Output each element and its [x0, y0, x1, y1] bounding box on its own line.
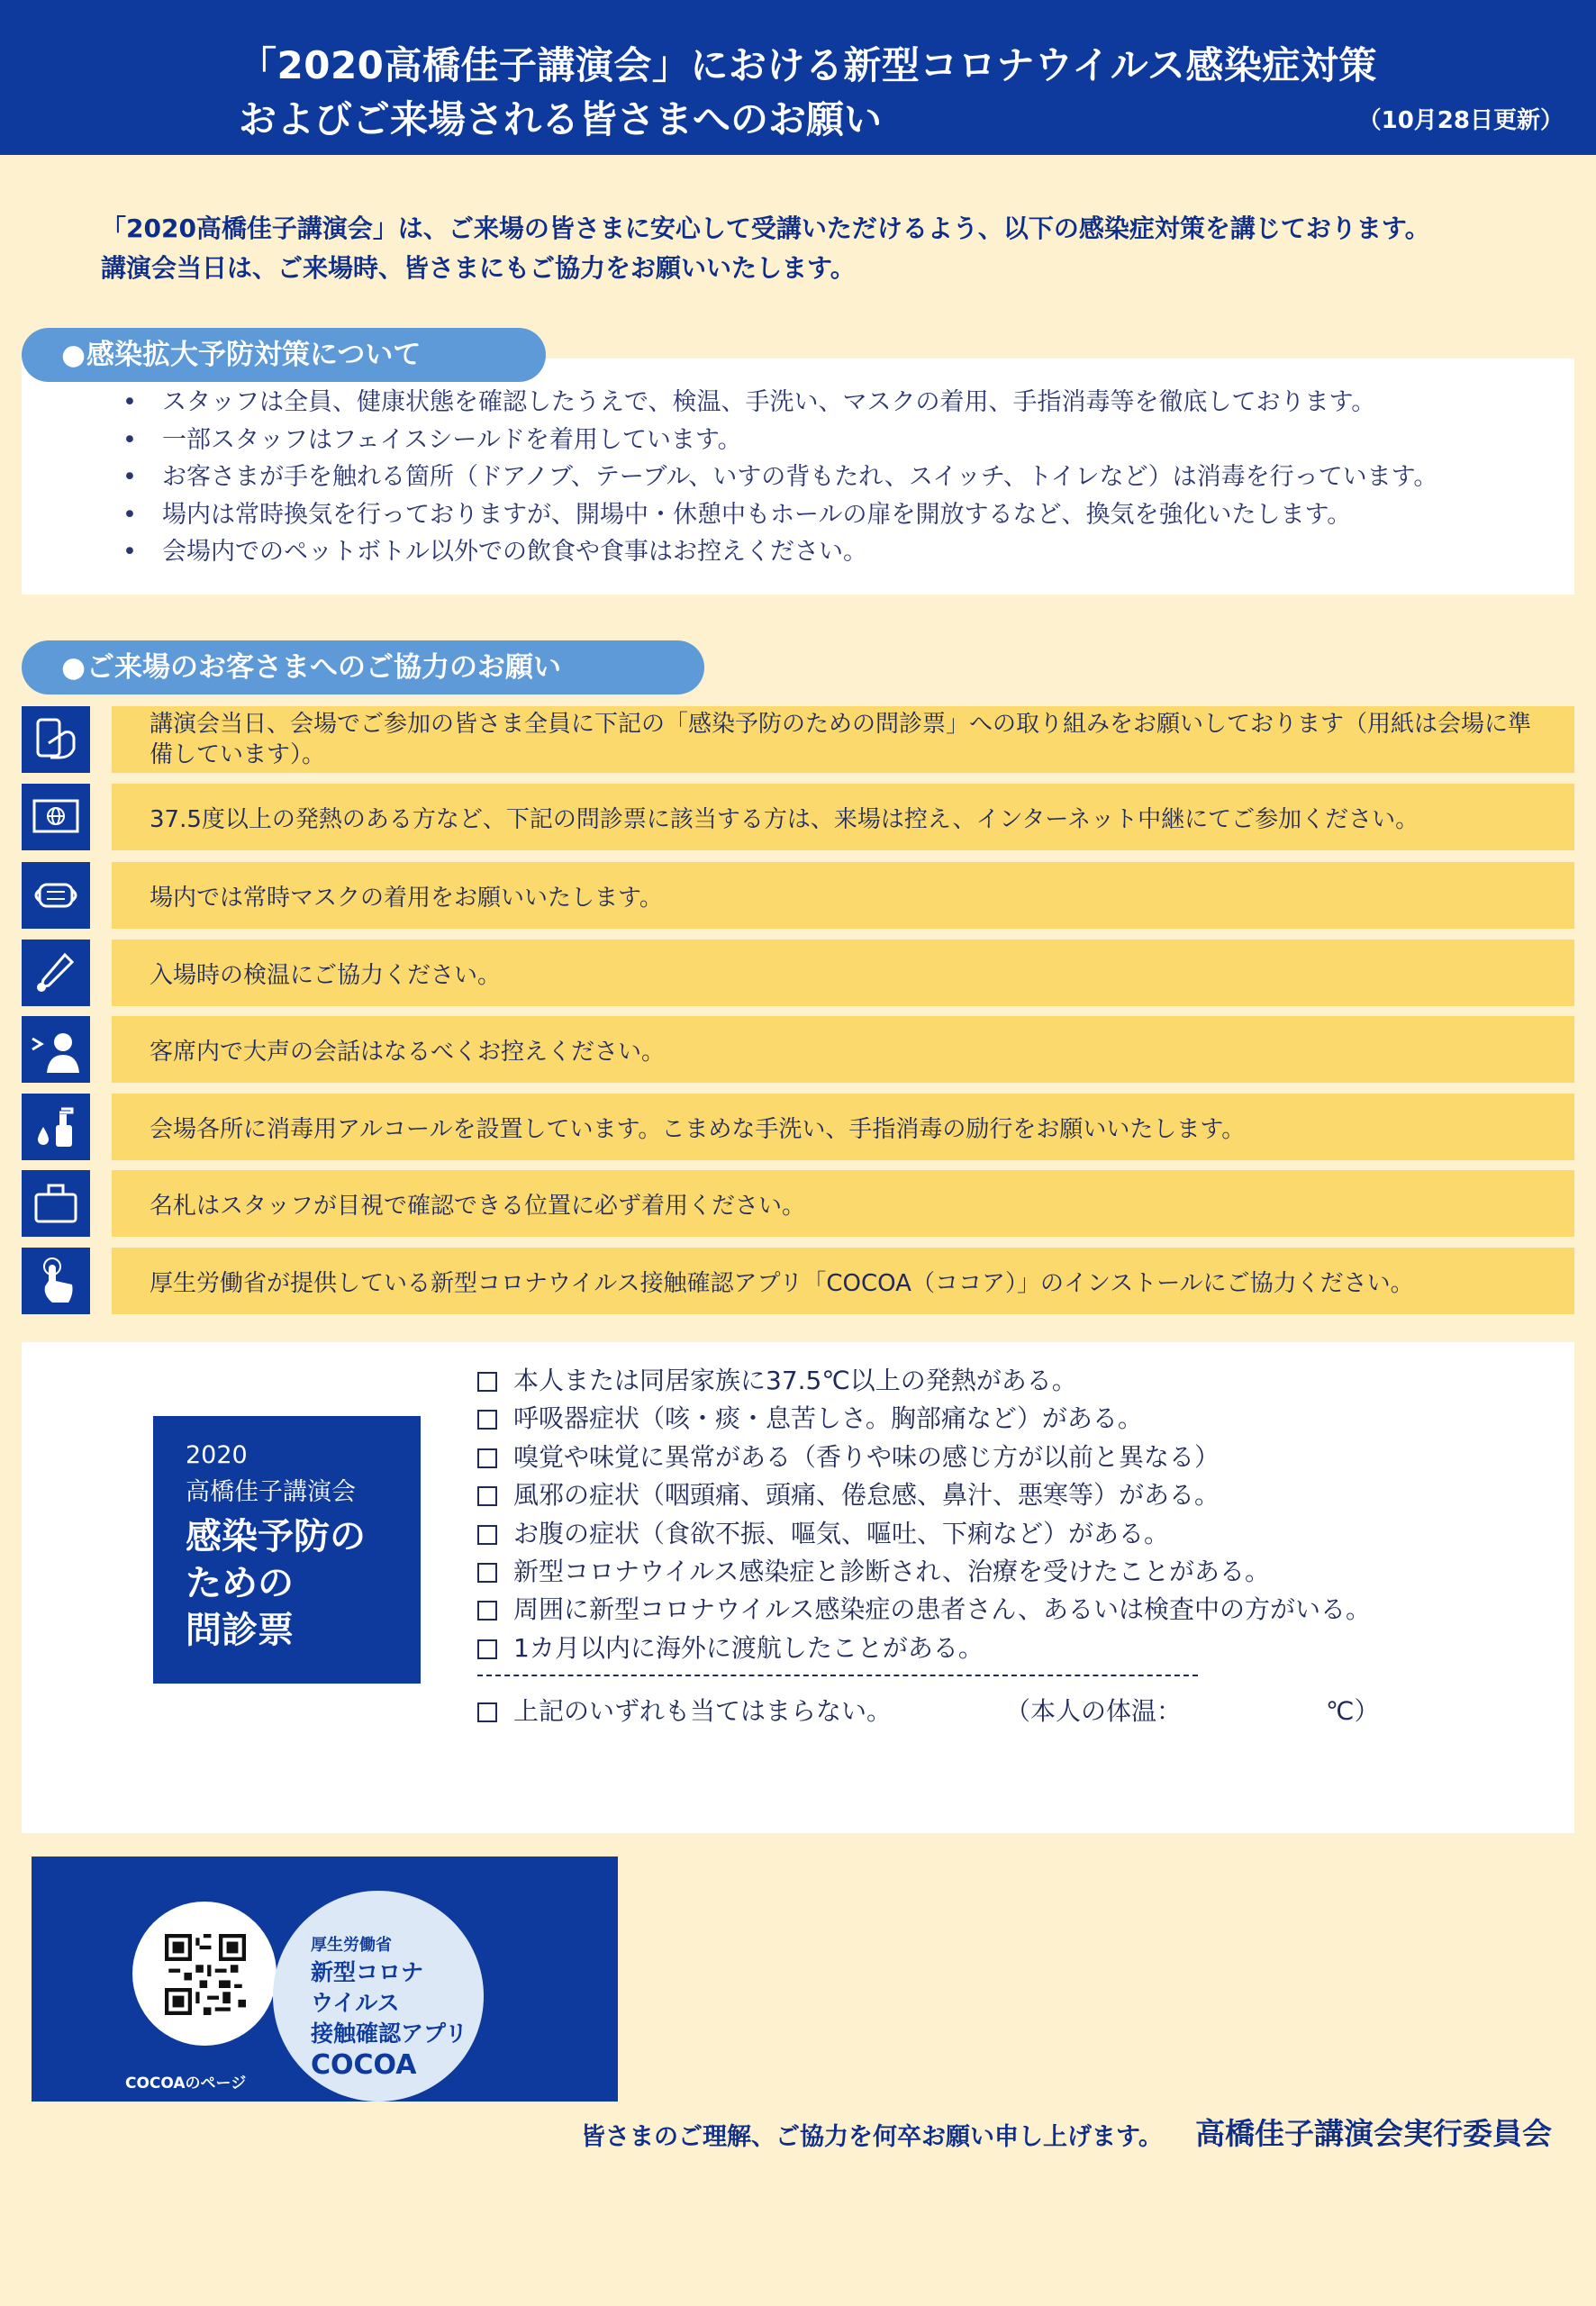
footer-message: 皆さまのご理解、ご協力を何卒お願い申し上げます。	[581, 2123, 1163, 2151]
checklist-label: 本人または同居家族に37.5℃以上の発熱がある。	[513, 1366, 1077, 1395]
list-item	[22, 422, 1574, 459]
checkbox[interactable]	[477, 1448, 497, 1468]
temperature-unit: ℃）	[1326, 1696, 1380, 1727]
bullet: •	[122, 538, 137, 566]
requests-heading-label: ご来場のお客さまへのご協力のお願い	[86, 651, 561, 684]
updated-date: （10月28日更新）	[1357, 107, 1564, 134]
checklist-label: 風邪の症状（咽頭痛、頭痛、倦怠感、鼻汁、悪寒等）がある。	[513, 1480, 1220, 1511]
requests-heading	[22, 640, 704, 695]
request-text: 37.5度以上の発熱のある方など、下記の問診票に該当する方は、来場は控え、インターネット中継にてご参加ください。	[112, 784, 1574, 850]
checklist-label: 1カ月以内に海外に渡航したことがある。	[513, 1632, 984, 1663]
checklist-label: 呼吸器症状（咳・痰・息苦しさ。胸部痛など）がある。	[513, 1403, 1143, 1434]
sanitizer-icon	[22, 1094, 90, 1160]
measures-heading	[22, 328, 546, 382]
request-text: 厚生労働省が提供している新型コロナウイルス接触確認アプリ「COCOA（ココア）」のインストールにご協力ください。	[112, 1248, 1574, 1314]
checklist-label: 周囲に新型コロナウイルス感染症の患者さん、あるいは検査中の方がいる。	[513, 1594, 1372, 1625]
checkbox[interactable]	[477, 1410, 497, 1430]
checklist-label: 嗅覚や味覚に異常がある（香りや味の感じ方が以前と異なる）	[513, 1441, 1220, 1472]
checkbox[interactable]	[477, 1601, 497, 1621]
app-line3: 接触確認アプリ	[311, 2020, 468, 2047]
list-item	[22, 384, 1574, 422]
measure-text: 一部スタッフはフェイスシールドを着用しています。	[162, 425, 742, 454]
speaking-person-icon	[22, 1016, 90, 1083]
qr-caption: COCOAのページ	[125, 2074, 247, 2093]
qr-code-icon[interactable]	[165, 1934, 246, 2015]
footer-organizer: 高橋佳子講演会実行委員会	[1195, 2116, 1552, 2151]
cocoa-circle	[273, 1891, 484, 2102]
questionnaire-year: 2020	[186, 1441, 248, 1469]
questionnaire-title-line2: ための	[186, 1563, 294, 1604]
temperature-label: （本人の体温：	[1005, 1696, 1183, 1727]
request-text: 会場各所に消毒用アルコールを設置しています。こまめな手洗い、手指消毒の励行をお願いいたします。	[112, 1094, 1574, 1160]
checklist-label: 上記のいずれも当てはまらない。	[513, 1696, 893, 1727]
intro-line2: 講演会当日は、ご来場時、皆さまにもご協力をお願いいたします。	[101, 253, 856, 283]
request-text: 入場時の検温にご協力ください。	[112, 940, 1574, 1006]
checklist-item[interactable]	[477, 1515, 1371, 1553]
request-text: 客席内で大声の会話はなるべくお控えください。	[112, 1016, 1574, 1083]
checklist-label: お腹の症状（食欲不振、嘔気、嘔吐、下痢など）がある。	[513, 1518, 1170, 1548]
page-title-line2: およびご来場される皆さまへのお願い	[239, 97, 883, 141]
request-item	[22, 1094, 1574, 1160]
checklist-item[interactable]	[477, 1476, 1371, 1514]
checklist-item-none[interactable]	[477, 1693, 1380, 1730]
tap-finger-icon	[22, 1248, 90, 1314]
questionnaire-event: 高橋佳子講演会	[186, 1478, 356, 1506]
request-item	[22, 1248, 1574, 1314]
checkbox[interactable]	[477, 1563, 497, 1583]
mask-icon	[22, 862, 90, 929]
request-item	[22, 1170, 1574, 1237]
measure-text: お客さまが手を触れる箇所（ドアノブ、テーブル、いすの背もたれ、スイッチ、トイレなど）は消毒を行っています。	[162, 463, 1438, 491]
questionnaire-title-line3: 問診票	[186, 1610, 294, 1651]
checkbox[interactable]	[477, 1702, 497, 1722]
checkbox[interactable]	[477, 1525, 497, 1545]
checklist-item[interactable]	[477, 1439, 1371, 1476]
questionnaire-hand-icon	[22, 706, 90, 773]
bullet-dot-icon: ●	[61, 339, 86, 371]
name-badge-icon	[22, 1170, 90, 1237]
questionnaire-title	[186, 1513, 366, 1654]
symptom-checklist	[477, 1362, 1380, 1731]
measures-list	[22, 359, 1574, 571]
measures-panel	[22, 359, 1574, 595]
request-text: 講演会当日、会場でご参加の皆さま全員に下記の「感染予防のための問診票」への取り組みをお願いしております（用紙は会場に準備しています）。	[112, 706, 1574, 773]
checklist-label: 新型コロナウイルス感染症と診断され、治療を受けたことがある。	[513, 1557, 1271, 1587]
header-banner	[0, 0, 1596, 155]
intro-line1: 「2020高橋佳子講演会」は、ご来場の皆さまに安心して受講いただけるよう、以下の感染症対策を講じております。	[101, 213, 1430, 243]
bullet: •	[122, 463, 137, 491]
divider	[477, 1675, 1198, 1676]
checklist-item[interactable]	[477, 1630, 1371, 1667]
cocoa-banner	[32, 1857, 618, 2102]
bullet: •	[122, 500, 137, 529]
list-item	[22, 496, 1574, 534]
checkbox[interactable]	[477, 1372, 497, 1392]
checklist-item[interactable]	[477, 1553, 1371, 1591]
request-text: 場内では常時マスクの着用をお願いいたします。	[112, 862, 1574, 929]
monitor-globe-icon	[22, 784, 90, 850]
bullet-dot-icon: ●	[61, 651, 86, 684]
thermometer-icon	[22, 940, 90, 1006]
app-name: COCOA	[311, 2049, 417, 2081]
list-item	[22, 458, 1574, 496]
checklist-item[interactable]	[477, 1362, 1371, 1400]
request-item	[22, 862, 1574, 929]
request-item	[22, 1016, 1574, 1083]
measure-text: スタッフは全員、健康状態を確認したうえで、検温、手洗い、マスクの着用、手指消毒等を徹底しております。	[162, 388, 1376, 416]
request-text: 名札はスタッフが目視で確認できる位置に必ず着用ください。	[112, 1170, 1574, 1237]
checklist-item[interactable]	[477, 1591, 1371, 1629]
checkbox[interactable]	[477, 1486, 497, 1506]
app-line2: ウイルス	[311, 1990, 400, 2016]
checklist-item[interactable]	[477, 1400, 1371, 1438]
measure-text: 会場内でのペットボトル以外での飲食や食事はお控えください。	[162, 538, 867, 566]
request-item	[22, 940, 1574, 1006]
temperature-field[interactable]	[1005, 1693, 1379, 1730]
measures-heading-label: 感染拡大予防対策について	[86, 339, 422, 371]
app-description	[311, 1957, 467, 2049]
request-item	[22, 784, 1574, 850]
ministry-label: 厚生労働省	[311, 1936, 392, 1955]
measure-text: 場内は常時換気を行っておりますが、開場中・休憩中もホールの扉を開放するなど、換気を強化いたします。	[162, 500, 1352, 529]
app-line1: 新型コロナ	[311, 1959, 424, 1985]
bullet: •	[122, 425, 137, 454]
questionnaire-title-line1: 感染予防の	[186, 1516, 366, 1557]
intro-text	[101, 209, 1430, 288]
list-item	[22, 533, 1574, 571]
checkbox[interactable]	[477, 1639, 497, 1659]
request-item	[22, 706, 1574, 773]
bullet: •	[122, 388, 137, 416]
questionnaire-card	[153, 1416, 421, 1684]
page-title-line1: 「2020高橋佳子講演会」における新型コロナウイルス感染症対策	[239, 43, 1377, 87]
